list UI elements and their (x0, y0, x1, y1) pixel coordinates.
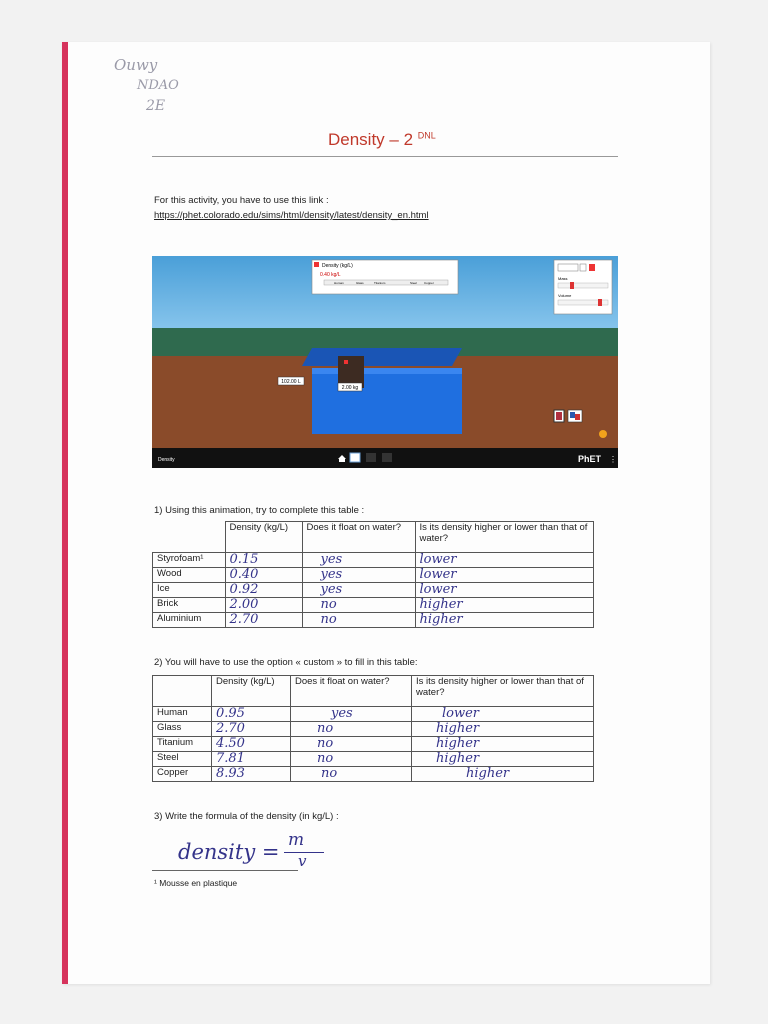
density-answer: 2.00 (225, 598, 302, 613)
float-answer: yes (302, 583, 415, 598)
right-volume-label: Volume (558, 293, 572, 298)
float-answer: no (302, 598, 415, 613)
phet-link[interactable]: https://phet.colorado.edu/sims/html/density/latest/density_en.html (154, 210, 429, 221)
formula-numerator: m (288, 830, 305, 850)
title-superscript: DNL (417, 130, 436, 141)
compare-answer: lower (415, 583, 594, 598)
table-corner (153, 676, 212, 707)
student-class: 2E (146, 98, 166, 114)
table-row (153, 568, 594, 583)
material-name: Copper (153, 767, 212, 782)
compare-answer: higher (412, 752, 594, 767)
screen-tab-mystery[interactable] (382, 453, 392, 462)
table-row (153, 737, 594, 752)
float-answer: yes (302, 553, 415, 568)
material-name: Styrofoam¹ (153, 553, 226, 568)
density-answer: 0.40 (225, 568, 302, 583)
q1-prompt: 1) Using this animation, try to complete this table : (154, 505, 365, 516)
sim-name: Density (158, 457, 175, 463)
density-answer: 8.93 (212, 767, 291, 782)
q3-prompt: 3) Write the formula of the density (in kg/L) : (154, 811, 339, 822)
compare-answer: lower (415, 553, 594, 568)
phet-simulation-screenshot (152, 256, 618, 468)
student-name-line2: NDAO (137, 78, 179, 93)
table-header-row (153, 676, 594, 707)
q1-table (152, 521, 594, 628)
volume-slider-thumb[interactable] (598, 299, 602, 306)
phet-logo[interactable]: PhET (578, 454, 602, 464)
material-name: Human (153, 707, 212, 722)
float-answer: yes (302, 568, 415, 583)
material-name: Glass (153, 722, 212, 737)
simulation-scene (152, 256, 618, 468)
header-float: Does it float on water? (291, 676, 412, 707)
compare-answer: lower (415, 568, 594, 583)
footnote-divider (152, 870, 298, 871)
table-corner (153, 522, 226, 553)
table-row (153, 613, 594, 628)
density-panel-title: Density (kg/L) (322, 263, 353, 269)
panel-label-glass: Glass (356, 281, 364, 285)
panel-label-human: Human (334, 281, 344, 285)
density-answer: 0.15 (225, 553, 302, 568)
mass-slider[interactable] (558, 283, 608, 288)
material-name: Brick (153, 598, 226, 613)
table-row (153, 583, 594, 598)
block-color-icon (589, 264, 595, 271)
pool-water (312, 368, 462, 434)
material-select[interactable] (558, 264, 578, 271)
float-answer: no (291, 722, 412, 737)
float-answer: yes (291, 707, 412, 722)
header-density: Density (kg/L) (212, 676, 291, 707)
density-panel-value: 0.40 kg/L (320, 272, 341, 278)
compare-answer: higher (415, 598, 594, 613)
density-answer: 4.50 (212, 737, 291, 752)
density-answer: 0.95 (212, 707, 291, 722)
density-answer: 2.70 (212, 722, 291, 737)
material-name: Steel (153, 752, 212, 767)
density-answer: 2.70 (225, 613, 302, 628)
compare-answer: higher (415, 613, 594, 628)
intro-text: For this activity, you have to use this link : (154, 195, 329, 206)
float-answer: no (291, 737, 412, 752)
title-divider (152, 156, 618, 157)
material-name: Titanium (153, 737, 212, 752)
formula-lhs: density = (178, 840, 280, 864)
screen-tab-compare[interactable] (366, 453, 376, 462)
screen-tab-intro[interactable] (350, 453, 360, 462)
density-answer: 7.81 (212, 752, 291, 767)
mass-label: 2.00 kg (341, 385, 359, 391)
volume-label: 102.00 L (281, 379, 301, 385)
panel-label-steel: Steel (410, 281, 417, 285)
reset-icon[interactable] (599, 430, 607, 438)
table-row (153, 598, 594, 613)
q2-table (152, 675, 594, 782)
page-title: Density – 2 $^{DNL}$ (328, 130, 436, 149)
compare-answer: higher (412, 737, 594, 752)
right-mass-label: Mass (558, 276, 568, 281)
float-answer: no (291, 767, 412, 782)
header-float: Does it float on water? (302, 522, 415, 553)
panel-label-copper: Copper (424, 281, 434, 285)
compare-answer: lower (412, 707, 594, 722)
chevron-down-icon[interactable] (580, 264, 586, 271)
material-name: Wood (153, 568, 226, 583)
float-answer: no (291, 752, 412, 767)
table-row (153, 767, 594, 782)
table-row (153, 553, 594, 568)
header-compare: Is its density higher or lower than that of water? (412, 676, 594, 707)
compare-answer: higher (412, 767, 594, 782)
table-row (153, 752, 594, 767)
compare-answer: higher (412, 722, 594, 737)
panel-label-titanium: Titanium (374, 281, 386, 285)
table-row (153, 722, 594, 737)
footnote: ¹ Mousse en plastique (154, 878, 238, 888)
pool-top (302, 348, 462, 366)
table-row (153, 707, 594, 722)
table-header-row (153, 522, 594, 553)
material-name: Ice (153, 583, 226, 598)
header-compare: Is its density higher or lower than that of water? (415, 522, 594, 553)
mass-slider-thumb[interactable] (570, 282, 574, 289)
float-answer: no (302, 613, 415, 628)
student-name-line1: Ouwy (114, 56, 158, 74)
formula-denominator: v (298, 852, 307, 870)
header-density: Density (kg/L) (225, 522, 302, 553)
menu-icon[interactable]: ⋮ (609, 455, 617, 464)
material-name: Aluminium (153, 613, 226, 628)
density-answer: 0.92 (225, 583, 302, 598)
q2-prompt: 2) You will have to use the option « custom » to fill in this table: (154, 657, 418, 668)
